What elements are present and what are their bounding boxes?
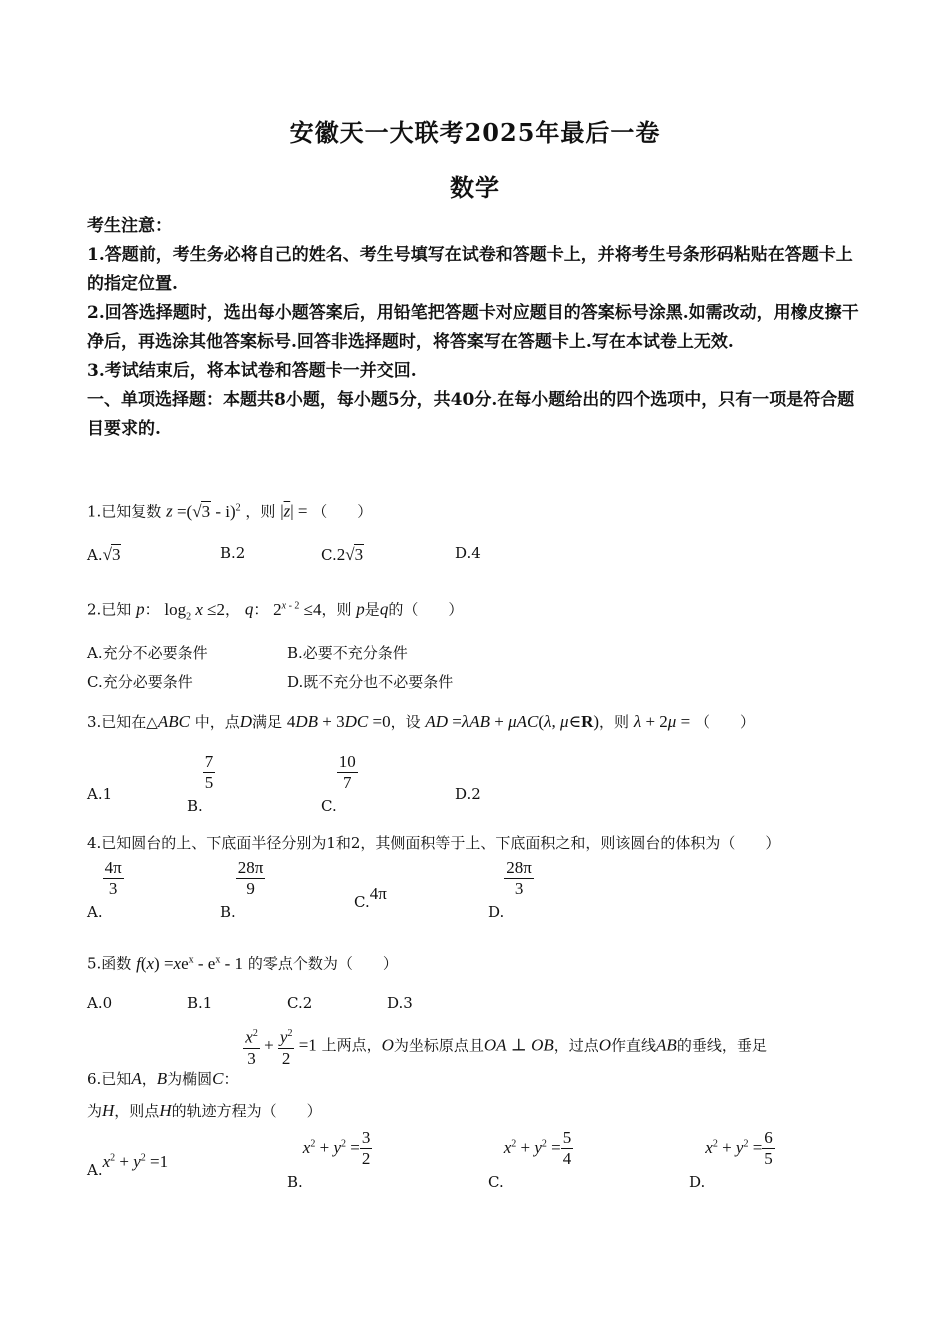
- notice-item-3: 3.考试结束后，将本试卷和答题卡一并交回.: [87, 361, 417, 381]
- q6-option-d: $D.x^2 + y^2$ = $\frac{6}{5}$: [689, 1128, 773, 1191]
- q3-option-d: D.2: [455, 785, 481, 803]
- q2-option-a: A.充分不必要条件: [87, 644, 208, 662]
- q1-option-d: D.4: [455, 544, 481, 562]
- q4-option-d: D. $\frac{28\pi}{3}$: [488, 858, 532, 921]
- question-2: 2.已知 p： $\log_2 x \le 2$， q： $2^{x - 2} \le 4$，则 p是q的（ ）: [87, 599, 464, 623]
- notice-item-1: 1.答题前，考生务必将自己的姓名、考生号填写在试卷和答题卡上，并将考生号条形码粘贴在答题卡上的指定位置.: [87, 245, 853, 294]
- q6-option-b: $B.x^2 + y^2$ = $\frac{3}{2}$: [287, 1128, 371, 1191]
- formula-z: z: [166, 501, 173, 521]
- notice-block: [87, 212, 867, 444]
- q6-option-c: $C.x^2 + y^2$ = $\frac{5}{4}$: [488, 1128, 572, 1191]
- q3-option-c: C. $\frac{10}{7}$: [321, 752, 356, 815]
- notice-heading: 考生注意：: [87, 216, 172, 236]
- question-6: 6.已知A，B为椭圆C： $\frac{x^2}{3}$ + $\frac{y^2}{2}$ =1 上两点，O为坐标原点且OA ⊥ OB，过点O作直线AB的垂线，垂足: [87, 1024, 767, 1069]
- q4-option-c: C.4π: [354, 884, 387, 911]
- q2-option-d: D.既不充分也不必要条件: [287, 673, 454, 691]
- q1-option-b: B.2: [220, 544, 246, 562]
- q5-option-d: D.3: [387, 994, 413, 1012]
- notice-item-2: 2.回答选择题时，选出每小题答案后，用铅笔把答题卡对应题目的答案标号涂黑.如需改动，用橡皮擦干净后，再选涂其他答案标号.回答非选择题时，将答案写在答题卡上.写在本试卷上无效.: [87, 303, 859, 352]
- question-6-line2: 为H，则点H的轨迹方程为（ ）: [87, 1101, 322, 1120]
- q3-option-b: B. $\frac{7}{5}$: [187, 752, 214, 815]
- q3-option-a: A.1: [87, 785, 113, 803]
- q4-option-a: A. $\frac{4\pi}{3}$: [87, 858, 122, 921]
- q4-option-b: B. $\frac{28\pi}{9}$: [220, 858, 264, 921]
- section-heading: 一、单项选择题：本题共8小题，每小题5分，共40分.在每小题给出的四个选项中，只有一项是符合题目要求的.: [87, 390, 855, 439]
- exam-title: 安徽天一大联考2025年最后一卷: [289, 118, 661, 147]
- q2-option-b: B.必要不充分条件: [287, 644, 408, 662]
- q1-option-c: C.2√3: [321, 545, 364, 564]
- q2-option-c: C.充分必要条件: [87, 673, 193, 691]
- q5-option-a: A.0: [87, 994, 113, 1012]
- q6-option-a: $A.x^2 + y^2 =1$: [87, 1152, 169, 1179]
- formula-abs-z: $|\overline{z}|$ =: [280, 501, 308, 521]
- q5-option-c: C.2: [287, 994, 313, 1012]
- q5-option-b: B.1: [187, 994, 213, 1012]
- subject-title: 数学: [450, 173, 500, 202]
- q1-option-a: A.√3: [87, 545, 121, 564]
- question-3: 3.已知在△ABC 中，点D满足 4DB + 3DC =0，设 AD =λAB + μAC(λ, μ∈R)，则 λ + 2μ = （ ）: [87, 712, 755, 731]
- question-1: 1.已知复数 z =(√3 - i)$^2$ ，则 $|\overline{z}|$ = （ ）: [87, 501, 373, 521]
- question-4: 4.已知圆台的上、下底面半径分别为1和2，其侧面积等于上、下底面积之和，则该圆台的体积为（ ）: [87, 834, 781, 852]
- question-5: 5.函数 $f(x) =xe^x - e^x - 1$ 的零点个数为（ ）: [87, 953, 398, 973]
